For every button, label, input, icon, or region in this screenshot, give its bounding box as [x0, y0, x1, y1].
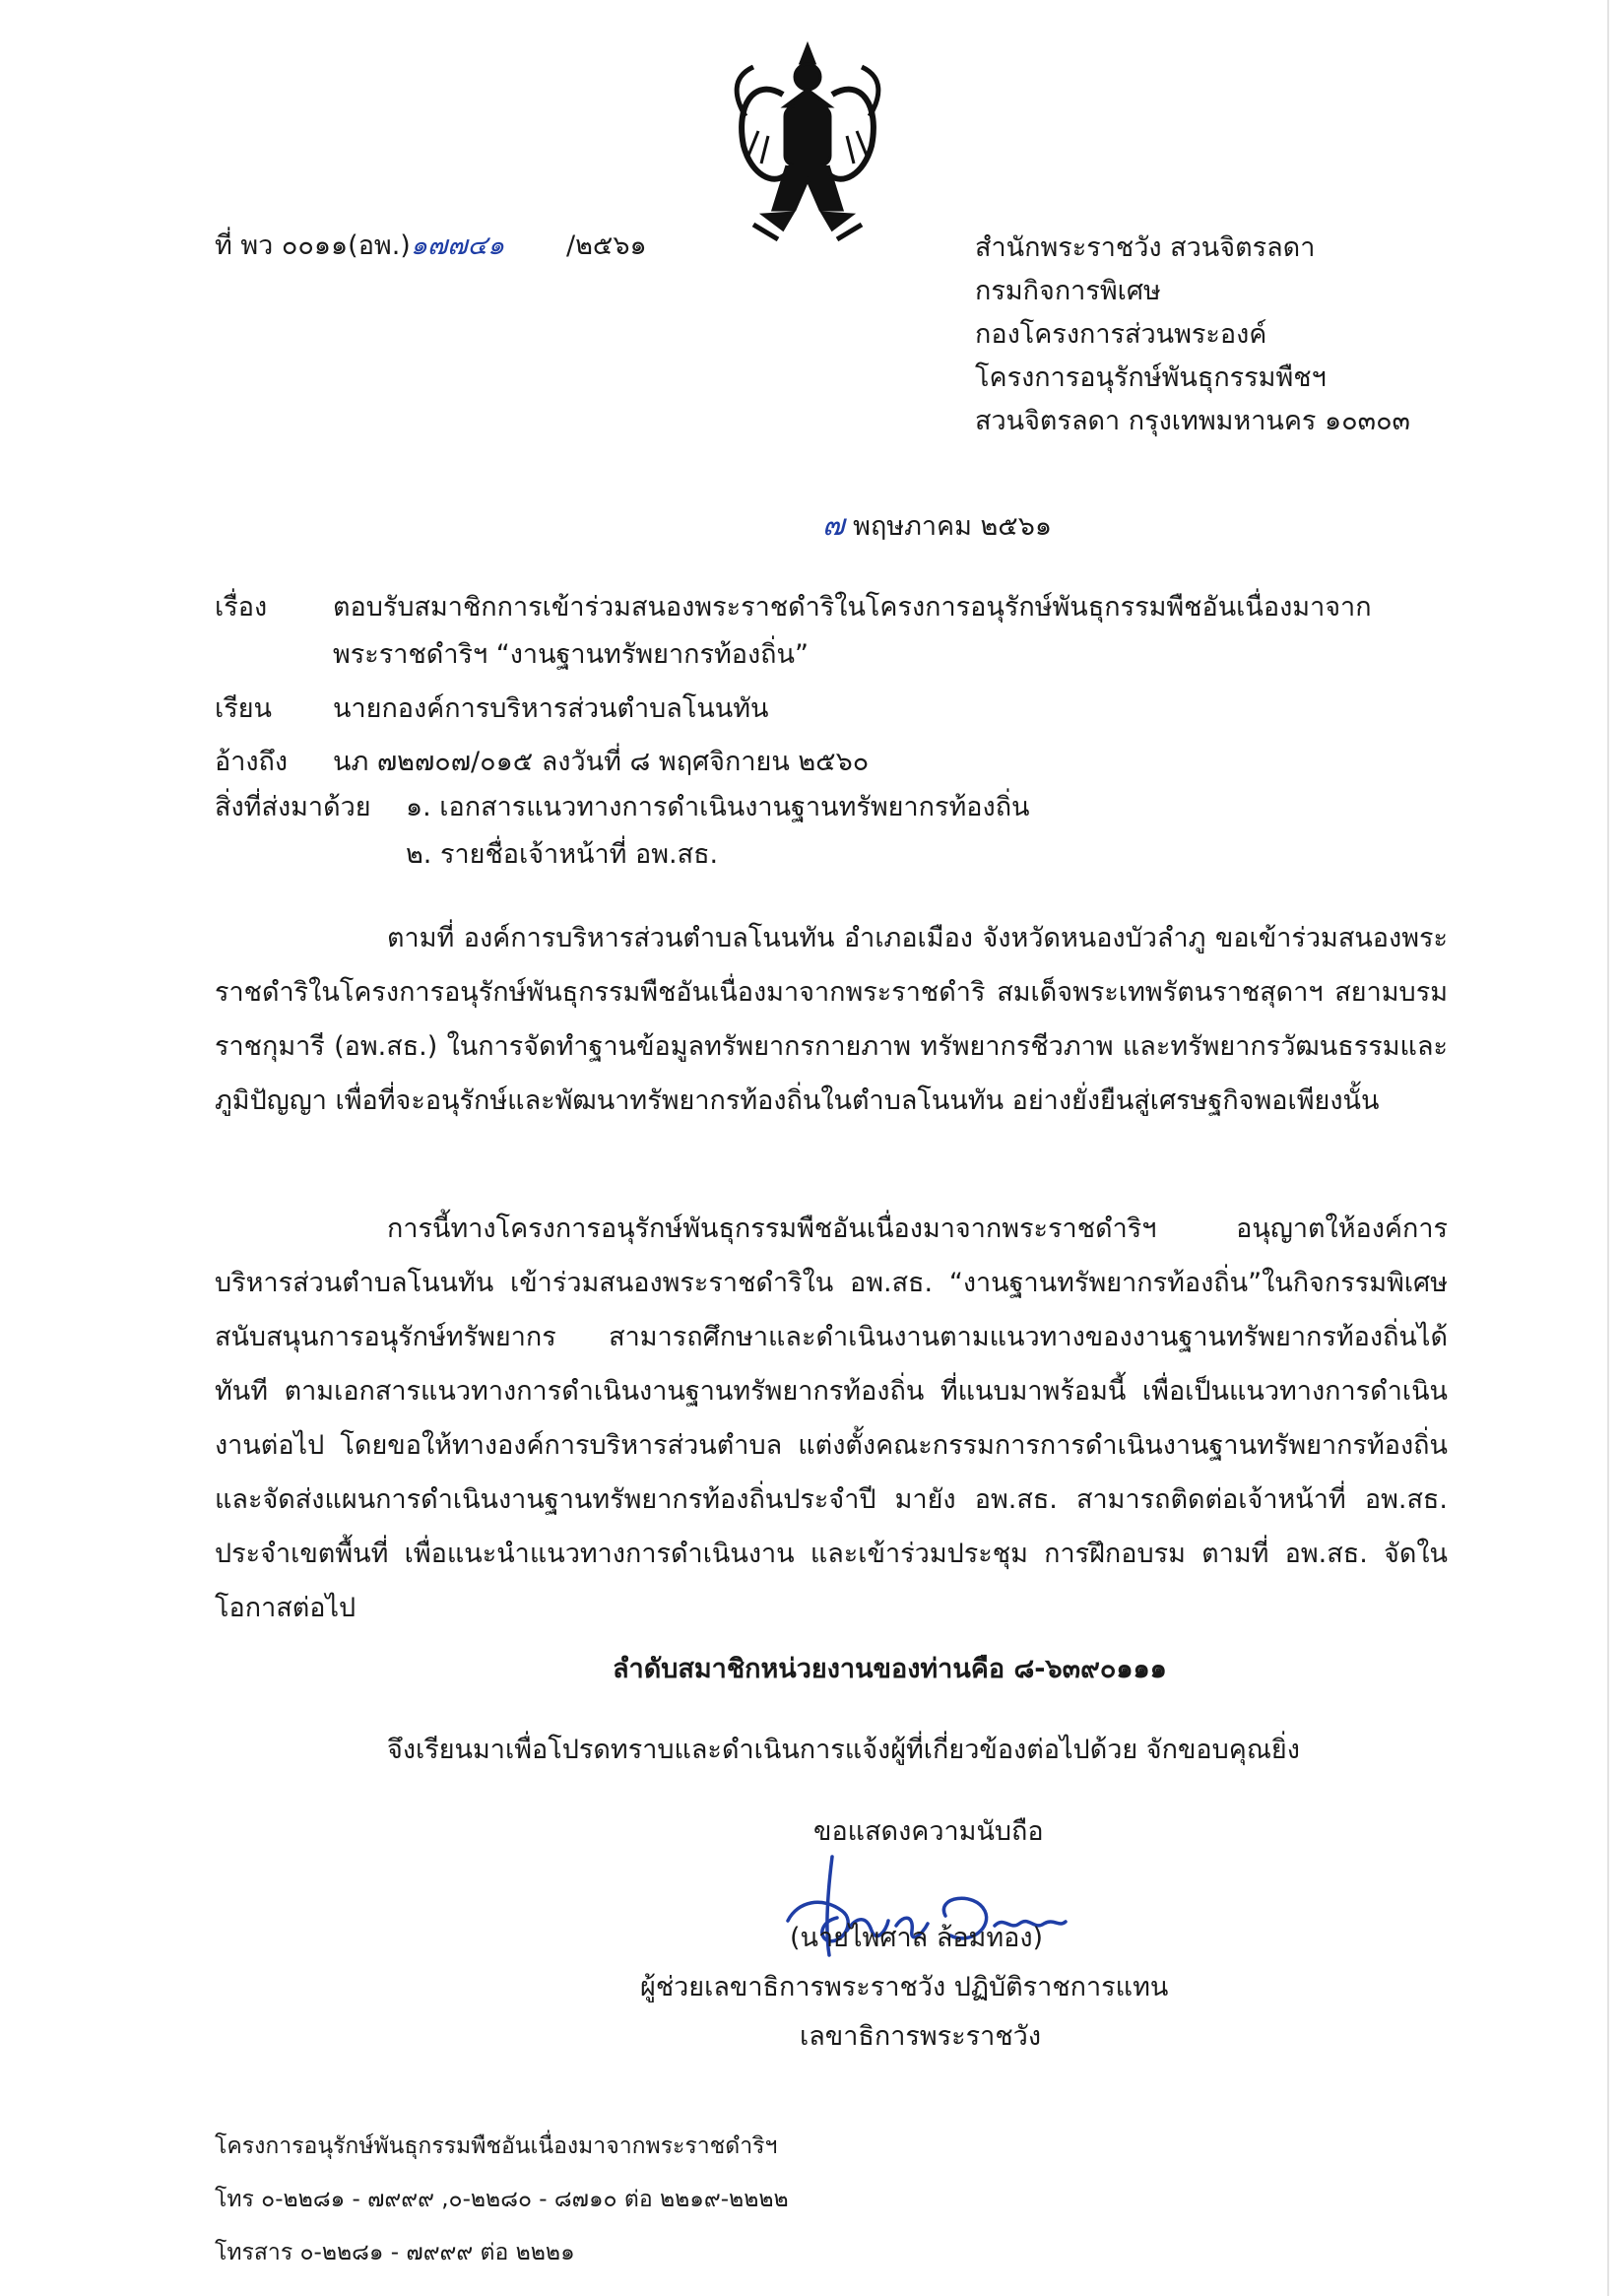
reference-number [215, 227, 504, 266]
sender-line: สำนักพระราชวัง สวนจิตรลดา [975, 232, 1316, 263]
signatory-name: (นายไพศาล ล้อมทอง) [790, 1923, 1044, 1953]
garuda-emblem [724, 37, 891, 249]
enclosures-label: สิ่งที่ส่งมาด้วย [215, 792, 371, 822]
sender-line: โครงการอนุรักษ์พันธุกรรมพืชฯ [975, 362, 1327, 393]
footer-phone: โทร ๐-๒๒๘๑ - ๗๙๙๙ ,๐-๒๒๘๐ - ๘๗๑๐ ต่อ ๒๒๑๙-๒๒๒๒ [215, 2187, 789, 2212]
date-handwritten-day: ๗ [822, 508, 845, 543]
reference-label: อ้างถึง [215, 747, 289, 777]
sender-line: กรมกิจการพิเศษ [975, 276, 1161, 306]
subject-line-2: พระราชดำริฯ “งานฐานทรัพยากรท้องถิ่น” [333, 639, 809, 670]
sender-line: กองโครงการส่วนพระองค์ [975, 319, 1267, 350]
closing-request: จึงเรียนมาเพื่อโปรดทราบและดำเนินการแจ้งผู้ที่เกี่ยวข้องต่อไปด้วย จักขอบคุณยิ่ง [387, 1735, 1300, 1765]
to-value: นายกองค์การบริหารส่วนตำบลโนนทัน [333, 693, 769, 724]
complimentary-close: ขอแสดงความนับถือ [813, 1816, 1044, 1847]
footer-fax: โทรสาร ๐-๒๒๘๑ - ๗๙๙๙ ต่อ ๒๒๒๑ [215, 2240, 575, 2265]
subject-line-1: ตอบรับสมาชิกการเข้าร่วมสนองพระราชดำริในโครงการอนุรักษ์พันธุกรรมพืชอันเนื่องมาจาก [333, 592, 1372, 623]
to-label: เรียน [215, 693, 273, 724]
member-number: ลำดับสมาชิกหน่วยงานของท่านคือ ๘-๖๓๙๐๑๑๑ [613, 1654, 1167, 1684]
sender-address [975, 227, 1410, 443]
footer-organization: โครงการอนุรักษ์พันธุกรรมพืชอันเนื่องมาจากพระราชดำริฯ [215, 2133, 778, 2159]
letter-date [822, 506, 1052, 547]
ref-year: /๒๕๖๑ [566, 230, 647, 261]
enclosure-item-1: ๑. เอกสารแนวทางการดำเนินงานฐานทรัพยากรท้องถิ่น [406, 792, 1030, 822]
body-paragraph-1: ตามที่ องค์การบริหารส่วนตำบลโนนทัน อำเภอเมือง จังหวัดหนองบัวลำภู ขอเข้าร่วมสนองพระราชดำริในโครงการอนุรักษ์พันธุกรรมพืชอันเนื่องมาจากพระราชดำริ สมเด็จพระเทพรัตนราชสุดาฯ สยามบรมราชกุมารี (อพ.สธ.) ในการจัดทำฐานข้อมูลทรัพยากรกายภาพ ทรัพยากรชีวภาพ และทรัพยากรวัฒนธรรมและภูมิปัญญา เพื่อที่จะอนุรักษ์และพัฒนาทรัพยากรท้องถิ่นในตำบลโนนทัน อย่างยั่งยืนสู่เศรษฐกิจพอเพียงนั้น [215, 923, 1448, 1116]
signatory-position-1: ผู้ช่วยเลขาธิการพระราชวัง ปฏิบัติราชการแทน [640, 1972, 1169, 2002]
body-paragraph-2: การนี้ทางโครงการอนุรักษ์พันธุกรรมพืชอันเนื่องมาจากพระราชดำริฯ อนุญาตให้องค์การบริหารส่วนตำบลโนนทัน เข้าร่วมสนองพระราชดำริใน อพ.สธ. “งานฐานทรัพยากรท้องถิ่น”ในกิจกรรมพิเศษสนับสนุนการอนุรักษ์ทรัพยากร สามารถศึกษาและดำเนินงานตามแนวทางของงานฐานทรัพยากรท้องถิ่นได้ทันที ตามเอกสารแนวทางการดำเนินงานฐานทรัพยากรท้องถิ่น ที่แนบมาพร้อมนี้ เพื่อเป็นแนวทางการดำเนินงานต่อไป โดยขอให้ทางองค์การบริหารส่วนตำบล แต่งตั้งคณะกรรมการการดำเนินงานฐานทรัพยากรท้องถิ่นและจัดส่งแผนการดำเนินงานฐานทรัพยากรท้องถิ่นประจำปี มายัง อพ.สธ. สามารถติดต่อเจ้าหน้าที่ อพ.สธ. ประจำเขตพื้นที่ เพื่อแนะนำแนวทางการดำเนินงาน และเข้าร่วมประชุม การฝึกอบรม ตามที่ อพ.สธ. จัดในโอกาสต่อไป [215, 1214, 1448, 1623]
date-month-year: พฤษภาคม ๒๕๖๑ [853, 511, 1053, 542]
signatory-position-2: เลขาธิการพระราชวัง [800, 2021, 1042, 2052]
ref-prefix: ที่ พว ๐๐๑๑(อพ.) [215, 230, 411, 261]
page-edge [1607, 0, 1609, 2296]
subject-label: เรื่อง [215, 592, 268, 623]
enclosure-item-2: ๒. รายชื่อเจ้าหน้าที่ อพ.สธ. [406, 839, 719, 870]
sender-line: สวนจิตรลดา กรุงเทพมหานคร ๑๐๓๐๓ [975, 406, 1411, 436]
reference-value: นภ ๗๒๗๐๗/๐๑๕ ลงวันที่ ๘ พฤศจิกายน ๒๕๖๐ [333, 747, 870, 777]
ref-handwritten-number: ๑๗๗๔๑ [410, 230, 505, 261]
